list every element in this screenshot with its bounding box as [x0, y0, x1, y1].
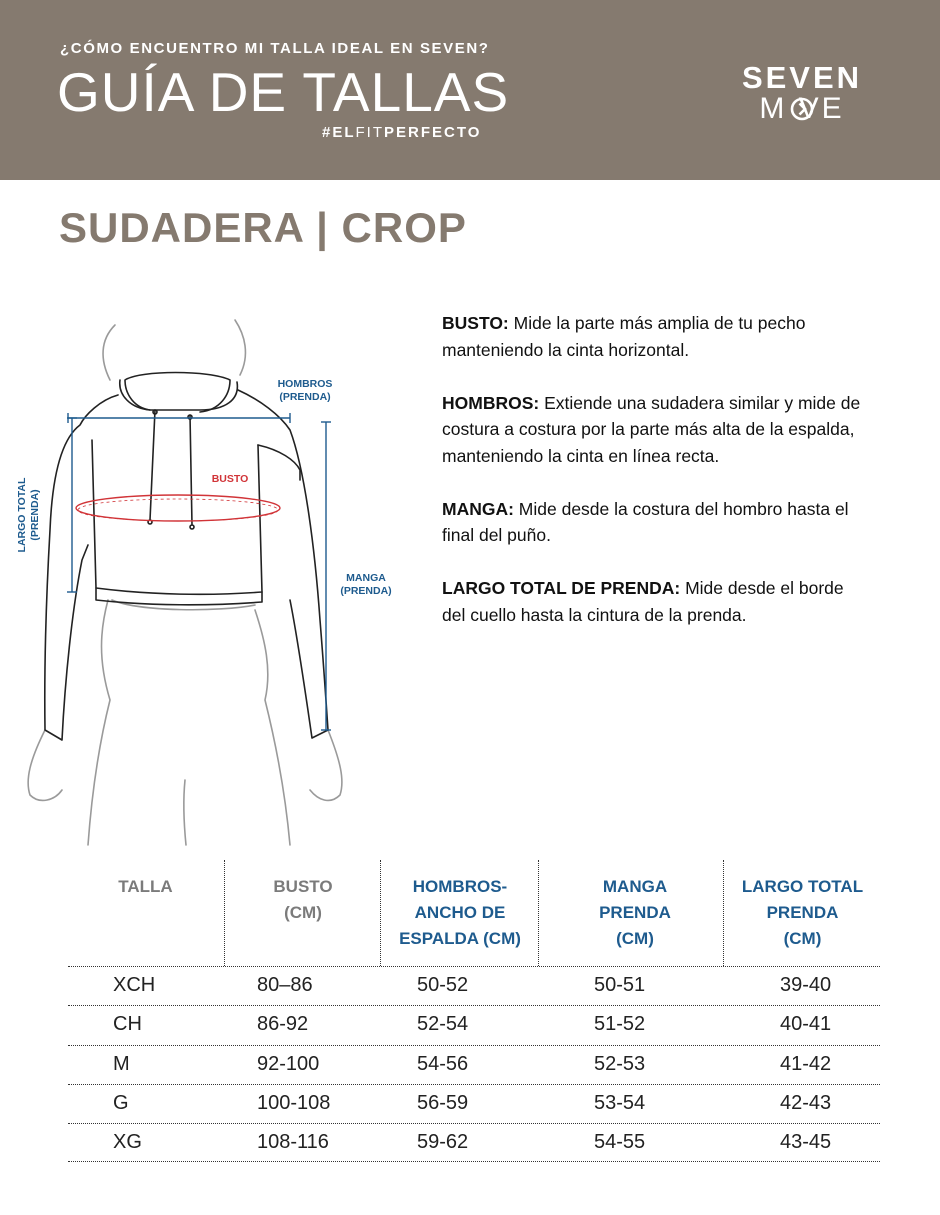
cell-largo: 42-43 — [780, 1091, 832, 1114]
cell-largo: 43-45 — [780, 1131, 832, 1154]
column-divider — [538, 860, 539, 966]
label-largo-total: LARGO TOTAL (PRENDA) — [16, 477, 41, 553]
logo-line-1: SEVEN — [741, 60, 863, 95]
cell-busto: 92-100 — [257, 1052, 320, 1075]
table-row — [68, 1084, 880, 1123]
table-header — [68, 860, 880, 966]
label-manga: MANGA (PRENDA) — [340, 572, 392, 597]
header-eyebrow: ¿CÓMO ENCUENTRO MI TALLA IDEAL EN SEVEN? — [60, 40, 490, 57]
cell-manga: 54-55 — [594, 1131, 646, 1154]
cell-hombros: 54-56 — [417, 1052, 469, 1075]
label-hombros: HOMBROS (PRENDA) — [277, 378, 333, 403]
table-row — [68, 1005, 880, 1044]
desc-manga: MANGA: Mide desde la costura del hombro hasta el final del puño. — [442, 498, 849, 545]
cell-talla: CH — [113, 1013, 142, 1036]
column-divider — [723, 860, 724, 966]
brand-logo — [736, 62, 868, 126]
cell-busto: 86-92 — [257, 1013, 309, 1036]
header-busto: BUSTO (CM) — [273, 877, 333, 922]
table-row — [68, 1045, 880, 1084]
cell-busto: 100-108 — [257, 1091, 331, 1114]
logo-arrow-icon — [790, 97, 814, 121]
cell-largo: 39-40 — [780, 974, 832, 996]
cell-manga: 50-51 — [594, 974, 646, 996]
cell-busto: 80–86 — [257, 974, 313, 996]
cell-busto: 108-116 — [257, 1131, 329, 1154]
header-banner — [0, 0, 940, 180]
desc-busto: BUSTO: Mide la parte más amplia de tu pecho manteniendo la cinta horizontal. — [442, 313, 806, 360]
cell-talla: XG — [113, 1131, 142, 1154]
size-table — [68, 860, 880, 1162]
cell-talla: G — [113, 1091, 129, 1114]
cell-hombros: 59-62 — [417, 1131, 469, 1154]
desc-largo-total: LARGO TOTAL DE PRENDA: Mide desde el borde del cuello hasta la cintura de la prenda. — [442, 578, 844, 625]
cell-hombros: 50-52 — [417, 974, 469, 996]
desc-hombros: HOMBROS: Extiende una sudadera similar y mide de costura a costura por la parte más alta de la espalda, manteniendo la cinta en línea recta. — [442, 392, 861, 466]
header-manga: MANGA PRENDA (CM) — [599, 877, 671, 948]
header-hombros: HOMBROS- ANCHO DE ESPALDA (CM) — [399, 877, 521, 948]
cell-hombros: 56-59 — [417, 1091, 469, 1114]
column-divider — [380, 860, 381, 966]
label-busto: BUSTO — [211, 473, 249, 485]
measurement-descriptions — [442, 310, 862, 655]
garment-figure — [0, 300, 420, 850]
header-talla: TALLA — [118, 877, 173, 896]
table-row — [68, 966, 880, 1005]
cell-manga: 52-53 — [594, 1052, 646, 1075]
page-title: GUÍA DE TALLAS — [57, 61, 510, 123]
header-largo-total: LARGO TOTAL PRENDA (CM) — [741, 877, 864, 948]
cell-largo: 40-41 — [780, 1013, 832, 1036]
product-title: SUDADERA | CROP — [59, 204, 467, 251]
hashtag: #ELFITPERFECTO — [322, 124, 482, 141]
column-divider — [224, 860, 225, 966]
cell-manga: 51-52 — [594, 1013, 646, 1036]
cell-hombros: 52-54 — [417, 1013, 469, 1036]
logo-line-2: M VE — [759, 92, 845, 125]
cell-talla: M — [113, 1052, 130, 1075]
cell-manga: 53-54 — [594, 1091, 646, 1114]
cell-talla: XCH — [113, 974, 156, 996]
table-row — [68, 1123, 880, 1162]
cell-largo: 41-42 — [780, 1052, 832, 1075]
